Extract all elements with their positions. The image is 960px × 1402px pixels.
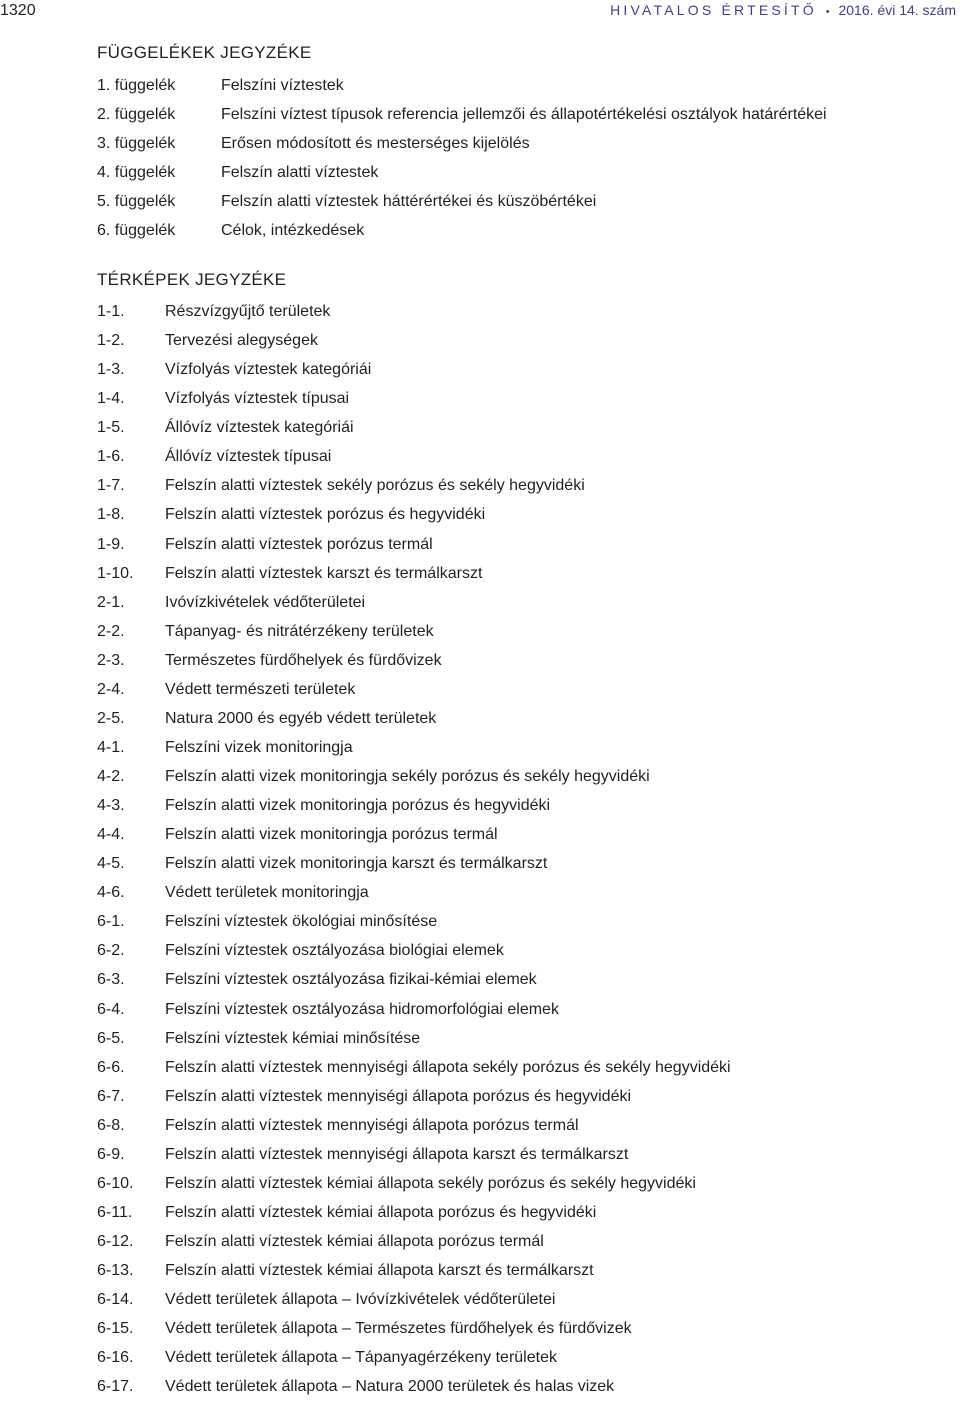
list-item bbox=[97, 158, 827, 187]
item-number: 6-15. bbox=[97, 1320, 134, 1338]
list-item bbox=[97, 646, 731, 675]
journal-header bbox=[610, 2, 956, 18]
journal-title: HIVATALOS ÉRTESÍTŐ bbox=[610, 2, 817, 18]
item-title: Felszín alatti víztestek mennyiségi állapota porózus termál bbox=[165, 1116, 579, 1134]
item-number: 6-7. bbox=[97, 1087, 125, 1105]
maps-title: TÉRKÉPEK JEGYZÉKE bbox=[97, 270, 287, 289]
item-title: Tápanyag- és nitrátérzékeny területek bbox=[165, 622, 434, 640]
item-title: Felszín alatti víztestek mennyiségi állapota sekély porózus és sekély hegyvidéki bbox=[165, 1058, 731, 1076]
list-item bbox=[97, 384, 731, 413]
list-item bbox=[97, 1285, 731, 1314]
list-item bbox=[97, 820, 731, 849]
item-title: Felszíni víztest típusok referencia jellemzői és állapotértékelési osztályok határértékei bbox=[221, 106, 827, 124]
list-item bbox=[97, 907, 731, 936]
item-number: 6-4. bbox=[97, 1000, 125, 1018]
list-item bbox=[97, 1111, 731, 1140]
item-title: Felszín alatti víztestek porózus és hegyvidéki bbox=[165, 506, 486, 524]
item-title: Ivóvízkivételek védőterületei bbox=[165, 593, 366, 611]
list-item bbox=[97, 471, 731, 500]
item-title: Célok, intézkedések bbox=[221, 222, 365, 240]
list-item bbox=[97, 733, 731, 762]
list-item bbox=[97, 1227, 731, 1256]
item-number: 2-2. bbox=[97, 622, 125, 640]
list-item bbox=[97, 704, 731, 733]
item-title: Felszín alatti víztestek karszt és termálkarszt bbox=[165, 564, 483, 582]
list-item bbox=[97, 1372, 731, 1401]
list-item bbox=[97, 1169, 731, 1198]
item-title: Felszín alatti vizek monitoringja karszt és termálkarszt bbox=[165, 855, 548, 873]
item-title: Védett területek monitoringja bbox=[165, 884, 369, 902]
item-title: Természetes fürdőhelyek és fürdővizek bbox=[165, 651, 442, 669]
list-item bbox=[97, 1198, 731, 1227]
list-item bbox=[97, 1082, 731, 1111]
item-title: Felszíni víztestek bbox=[221, 77, 344, 94]
item-number: 6-1. bbox=[97, 913, 125, 931]
item-number: 1-10. bbox=[97, 564, 134, 582]
list-item bbox=[97, 617, 731, 646]
item-number: 1-9. bbox=[97, 535, 125, 553]
item-number: 6-5. bbox=[97, 1029, 125, 1047]
item-number: 1-7. bbox=[97, 477, 125, 495]
item-title: Felszín alatti vizek monitoringja sekély porózus és sekély hegyvidéki bbox=[165, 768, 650, 785]
item-number: 1-2. bbox=[97, 332, 125, 350]
item-title: Felszín alatti víztestek mennyiségi állapota porózus és hegyvidéki bbox=[165, 1087, 632, 1105]
appendix-list bbox=[97, 71, 827, 246]
item-number: 6-11. bbox=[97, 1203, 133, 1221]
list-item bbox=[97, 442, 731, 471]
list-item bbox=[97, 675, 731, 704]
item-number: 6-17. bbox=[97, 1378, 134, 1396]
item-number: 1-3. bbox=[97, 361, 125, 379]
item-title: Állóvíz víztestek típusai bbox=[165, 448, 332, 466]
item-title: Vízfolyás víztestek kategóriái bbox=[165, 361, 372, 379]
list-item bbox=[97, 878, 731, 907]
item-number: 1. függelék bbox=[97, 77, 176, 94]
list-item bbox=[97, 1256, 731, 1285]
item-number: 2-5. bbox=[97, 709, 125, 727]
item-number: 6-10. bbox=[97, 1174, 134, 1192]
list-item bbox=[97, 936, 731, 965]
item-number: 1-1. bbox=[97, 303, 125, 320]
item-title: Felszín alatti víztestek kémiai állapota porózus termál bbox=[165, 1233, 544, 1250]
item-number: 6-14. bbox=[97, 1291, 134, 1309]
item-number: 2-4. bbox=[97, 680, 125, 698]
item-number: 2-1. bbox=[97, 593, 125, 611]
item-title: Vízfolyás víztestek típusai bbox=[165, 390, 350, 408]
item-number: 4-1. bbox=[97, 738, 125, 756]
item-number: 4-2. bbox=[97, 768, 125, 785]
item-number: 4-5. bbox=[97, 855, 125, 873]
item-title: Felszíni víztestek osztályozása fizikai-kémiai elemek bbox=[165, 971, 537, 989]
list-item bbox=[97, 413, 731, 442]
list-item bbox=[97, 71, 827, 100]
item-number: 6-13. bbox=[97, 1262, 134, 1280]
list-item bbox=[97, 326, 731, 355]
list-item bbox=[97, 100, 827, 129]
list-item bbox=[97, 849, 731, 878]
list-item bbox=[97, 1024, 731, 1053]
item-number: 4-6. bbox=[97, 884, 125, 902]
item-title: Felszín alatti víztestek kémiai állapota sekély porózus és sekély hegyvidéki bbox=[165, 1174, 696, 1192]
item-number: 4-3. bbox=[97, 797, 125, 815]
list-item bbox=[97, 1343, 731, 1372]
item-title: Felszíni víztestek osztályozása hidromorfológiai elemek bbox=[165, 1000, 559, 1018]
item-number: 6-6. bbox=[97, 1058, 125, 1076]
list-item bbox=[97, 500, 731, 529]
item-number: 5. függelék bbox=[97, 193, 176, 211]
page-number: 1320 bbox=[0, 2, 36, 19]
item-number: 2. függelék bbox=[97, 106, 176, 124]
list-item bbox=[97, 588, 731, 617]
item-number: 6-8. bbox=[97, 1116, 125, 1134]
item-number: 1-5. bbox=[97, 419, 125, 437]
list-item bbox=[97, 297, 731, 326]
header-separator: • bbox=[825, 6, 830, 18]
item-number: 6-3. bbox=[97, 971, 125, 989]
list-item bbox=[97, 129, 827, 158]
list-item bbox=[97, 216, 827, 245]
list-item bbox=[97, 1314, 731, 1343]
item-title: Tervezési alegységek bbox=[165, 332, 318, 350]
item-title: Felszín alatti víztestek mennyiségi állapota karszt és termálkarszt bbox=[165, 1145, 629, 1163]
item-number: 6-2. bbox=[97, 942, 125, 960]
item-title: Felszín alatti víztestek kémiai állapota porózus és hegyvidéki bbox=[165, 1203, 597, 1221]
item-title: Felszíni víztestek ökológiai minősítése bbox=[165, 913, 438, 931]
item-title: Felszíni víztestek kémiai minősítése bbox=[165, 1029, 421, 1047]
item-title: Felszín alatti víztestek sekély porózus és sekély hegyvidéki bbox=[165, 477, 585, 495]
list-item bbox=[97, 995, 731, 1024]
appendices-title: FÜGGELÉKEK JEGYZÉKE bbox=[97, 43, 312, 62]
item-number: 3. függelék bbox=[97, 135, 176, 153]
item-number: 1-4. bbox=[97, 390, 125, 408]
item-title: Védett területek állapota – Természetes fürdőhelyek és fürdővizek bbox=[165, 1320, 632, 1338]
item-title: Felszín alatti víztestek kémiai állapota karszt és termálkarszt bbox=[165, 1262, 594, 1280]
item-number: 1-8. bbox=[97, 506, 125, 524]
item-number: 1-6. bbox=[97, 448, 125, 466]
item-number: 4. függelék bbox=[97, 164, 176, 182]
item-title: Felszíni vizek monitoringja bbox=[165, 738, 353, 756]
item-title: Felszíni víztestek osztályozása biológiai elemek bbox=[165, 942, 504, 960]
item-title: Natura 2000 és egyéb védett területek bbox=[165, 709, 437, 727]
item-title: Részvízgyűjtő területek bbox=[165, 303, 331, 320]
item-number: 6-16. bbox=[97, 1349, 134, 1367]
item-number: 6-12. bbox=[97, 1233, 134, 1250]
item-title: Erősen módosított és mesterséges kijelölés bbox=[221, 135, 530, 153]
item-number: 4-4. bbox=[97, 826, 125, 844]
item-title: Védett területek állapota – Natura 2000 területek és halas vizek bbox=[165, 1378, 615, 1396]
list-item bbox=[97, 559, 731, 588]
item-title: Védett területek állapota – Tápanyagérzékeny területek bbox=[165, 1349, 557, 1367]
item-title: Felszín alatti víztestek bbox=[221, 164, 379, 182]
item-title: Állóvíz víztestek kategóriái bbox=[165, 419, 354, 437]
item-title: Felszín alatti víztestek porózus termál bbox=[165, 535, 433, 553]
list-item bbox=[97, 1053, 731, 1082]
list-item bbox=[97, 1140, 731, 1169]
item-title: Felszín alatti víztestek háttérértékei és küszöbértékei bbox=[221, 193, 597, 211]
item-title: Felszín alatti vizek monitoringja porózus és hegyvidéki bbox=[165, 797, 551, 815]
list-item bbox=[97, 965, 731, 994]
list-item bbox=[97, 791, 731, 820]
list-item bbox=[97, 762, 731, 791]
item-number: 6-9. bbox=[97, 1145, 125, 1163]
map-list bbox=[97, 297, 731, 1401]
item-number: 2-3. bbox=[97, 651, 125, 669]
issue-label: 2016. évi 14. szám bbox=[838, 2, 956, 18]
item-title: Védett természeti területek bbox=[165, 680, 356, 698]
list-item bbox=[97, 355, 731, 384]
item-title: Felszín alatti vizek monitoringja porózus termál bbox=[165, 826, 498, 844]
item-title: Védett területek állapota – Ivóvízkivételek védőterületei bbox=[165, 1291, 556, 1309]
list-item bbox=[97, 530, 731, 559]
item-number: 6. függelék bbox=[97, 222, 176, 240]
list-item bbox=[97, 187, 827, 216]
